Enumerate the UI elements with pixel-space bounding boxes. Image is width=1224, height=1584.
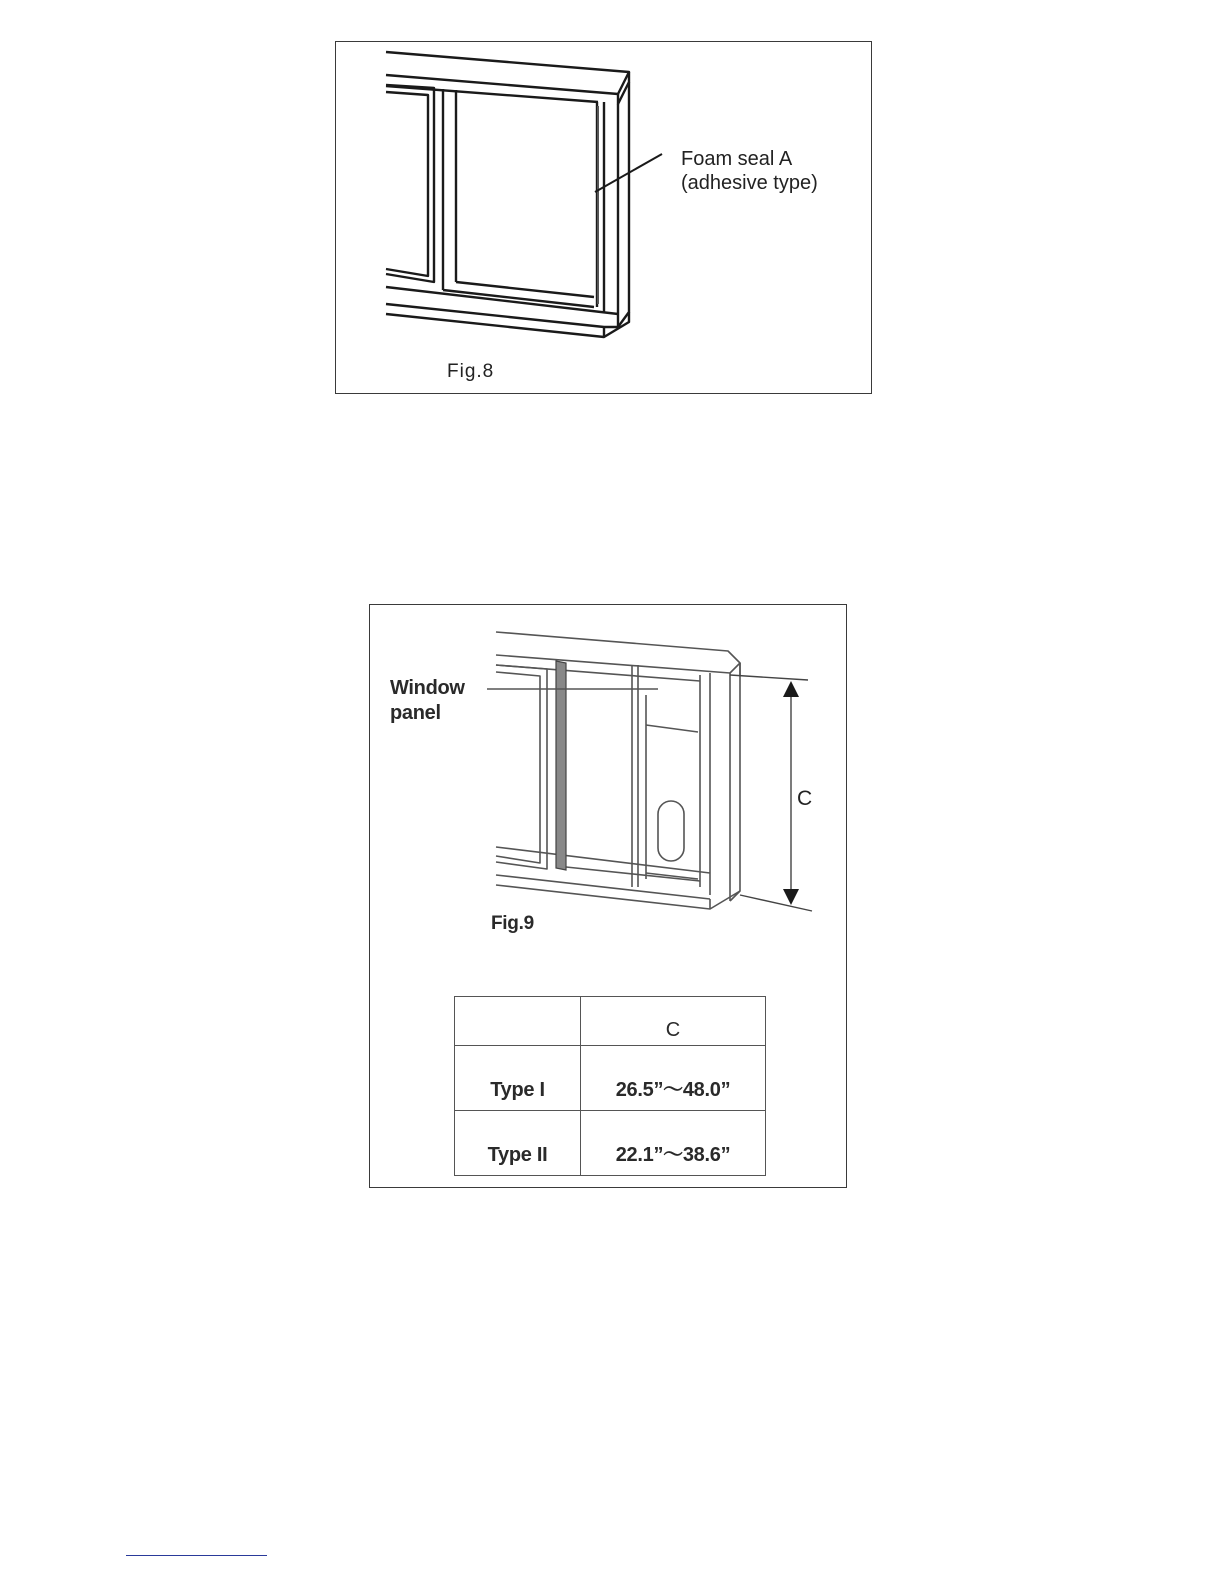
panel-label: panel: [390, 702, 441, 724]
table-row: [455, 1046, 766, 1111]
figure-8-caption: Fig.8: [447, 361, 495, 382]
window-panel-callout: [390, 676, 465, 726]
dimension-top-arrow: [783, 681, 799, 697]
figure-9: [369, 604, 847, 1188]
type-cell: Type I: [455, 1046, 581, 1111]
adhesive-type-label: (adhesive type): [681, 172, 818, 194]
type-cell: Type II: [455, 1111, 581, 1176]
table-header-row: [455, 997, 766, 1046]
dimension-c-label: C: [797, 787, 813, 810]
table-header-cell: C: [581, 997, 766, 1046]
range-cell: 22.1”〜38.6”: [581, 1111, 766, 1176]
footer-link-underline: [126, 1555, 267, 1556]
foam-seal-label: Foam seal A: [681, 148, 793, 170]
dimension-table: [454, 996, 766, 1176]
figure-8: [335, 41, 872, 394]
table-row: [455, 1111, 766, 1176]
gray-seal-strip: [556, 661, 566, 870]
table-header-cell: [455, 997, 581, 1046]
foam-seal-callout: [681, 147, 818, 195]
window-label: Window: [390, 677, 465, 699]
range-cell: 26.5”〜48.0”: [581, 1046, 766, 1111]
figure-9-caption: Fig.9: [491, 913, 534, 934]
dimension-bottom-arrow: [783, 889, 799, 905]
window-frame-foam-seal-illustration: [336, 42, 873, 395]
